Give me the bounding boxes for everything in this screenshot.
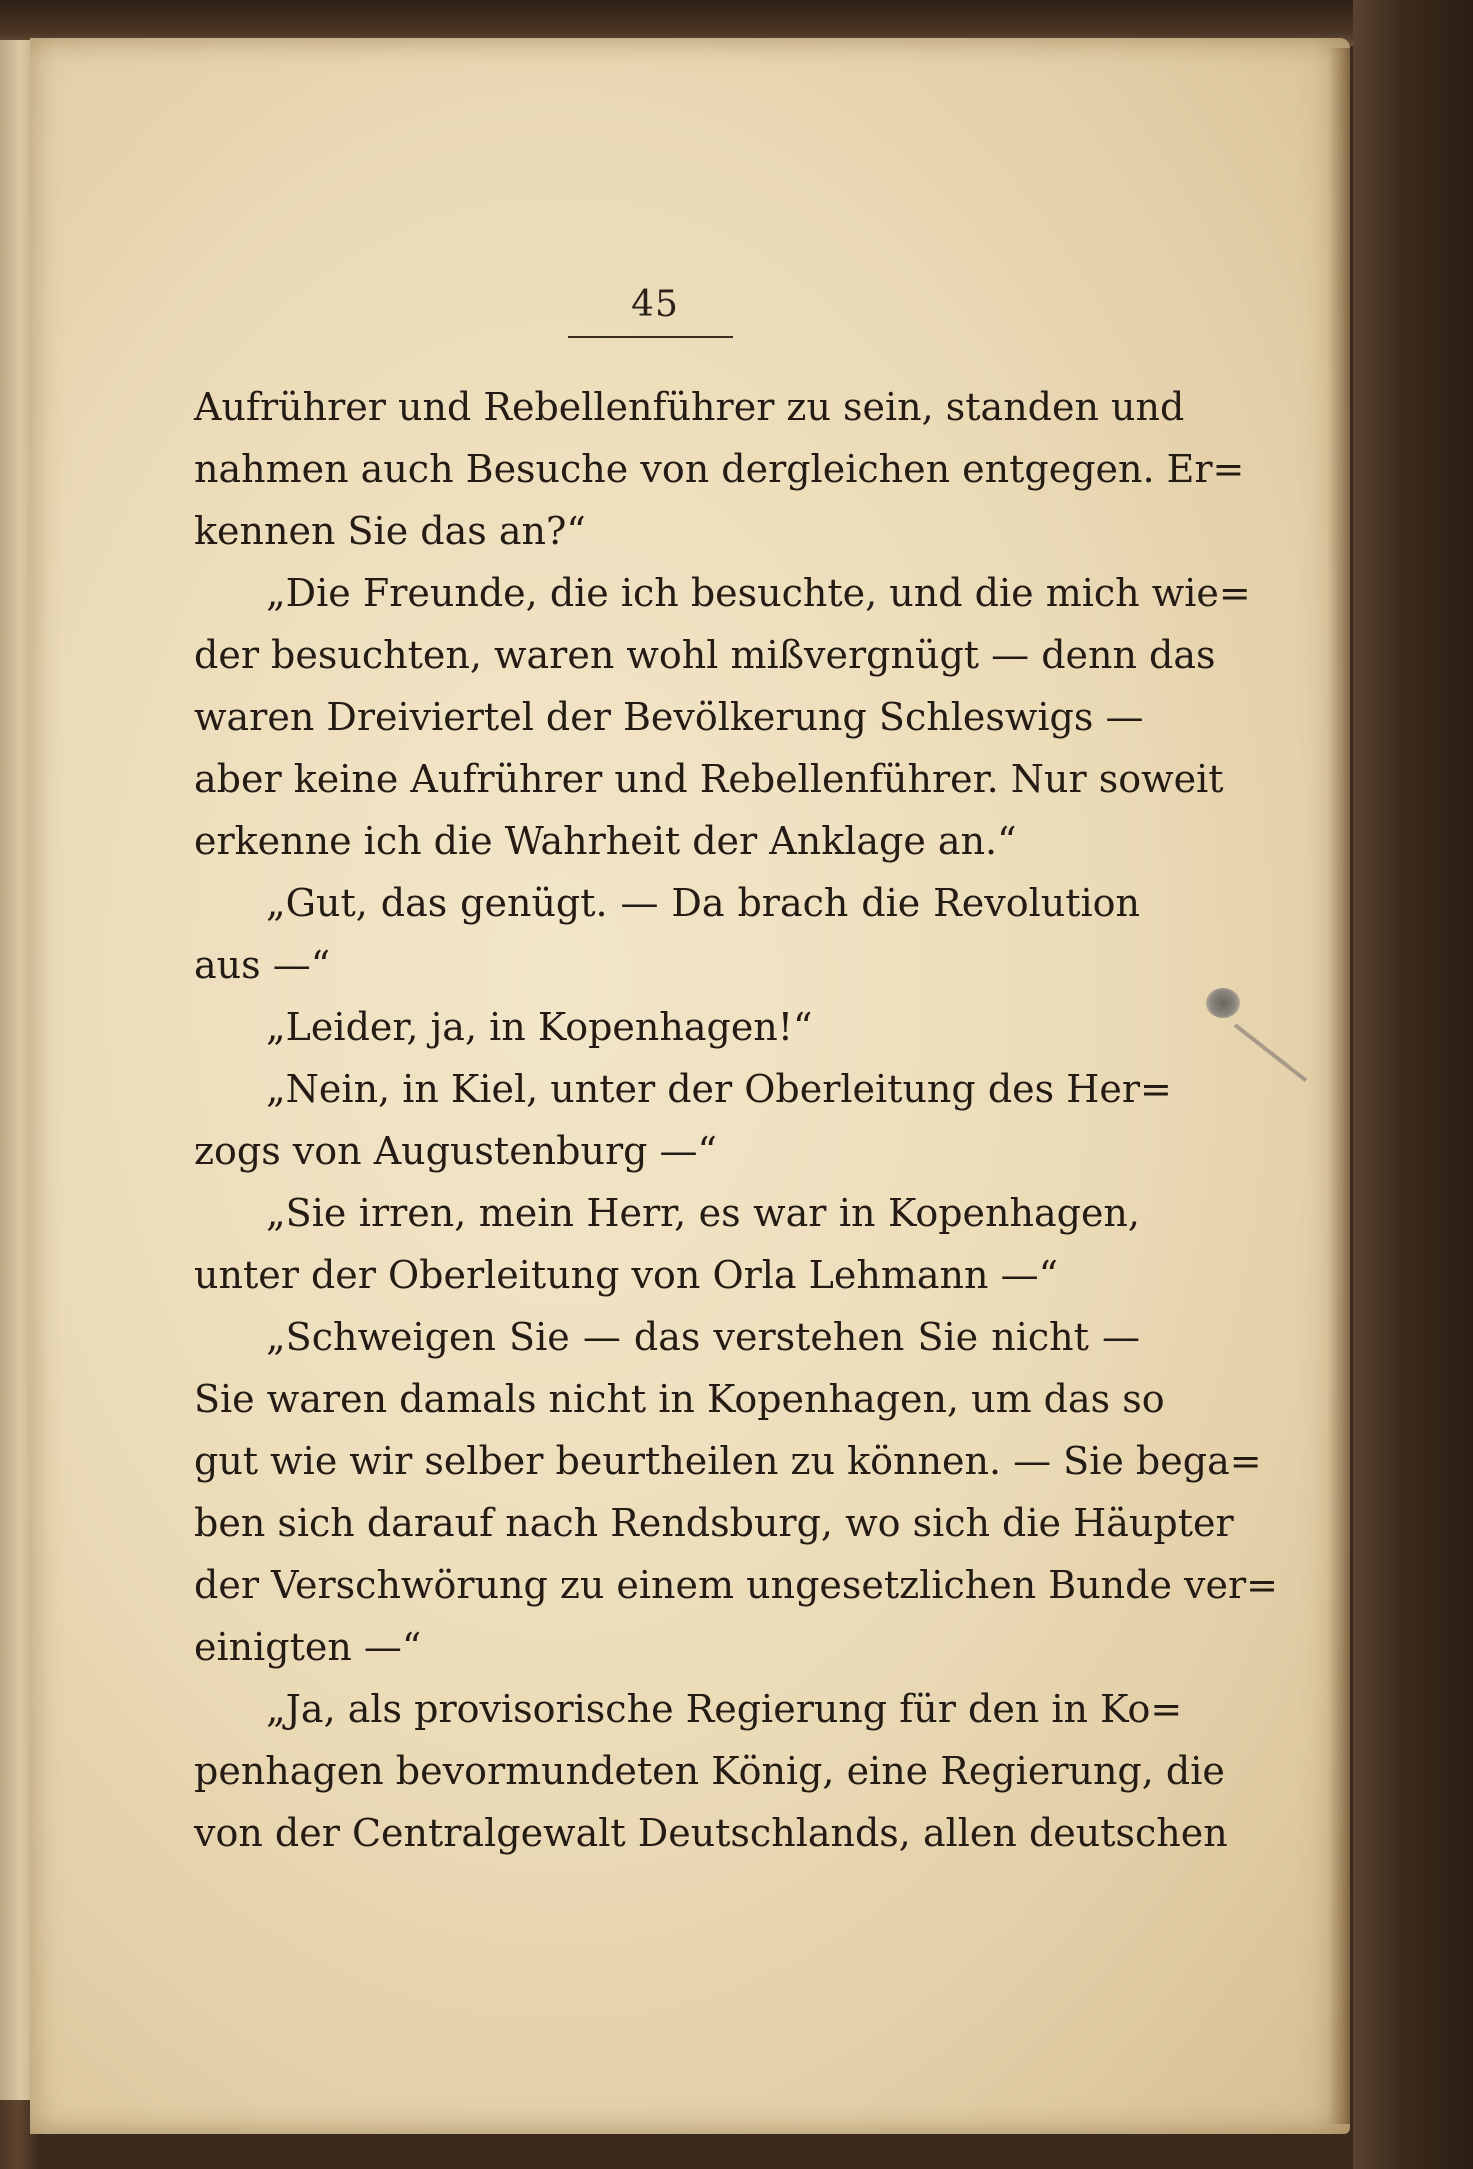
text-line: „Schweigen Sie — das verstehen Sie nicht — (266, 1315, 1140, 1359)
text-line: von der Centralgewalt Deutschlands, allen deutschen (194, 1811, 1228, 1855)
text-line: „Ja, als provisorische Regierung für den in Ko= (266, 1687, 1183, 1731)
paper-scratch (1234, 1023, 1307, 1082)
text-line: aus —“ (194, 943, 331, 987)
body-text (194, 376, 1279, 1864)
ink-stain (1206, 988, 1240, 1018)
text-line: zogs von Augustenburg —“ (194, 1129, 717, 1173)
text-line: penhagen bevormundeten König, eine Regierung, die (194, 1749, 1225, 1793)
text-line: ben sich darauf nach Rendsburg, wo sich die Häupter (194, 1501, 1234, 1545)
page-number-rule (568, 336, 733, 338)
text-line: nahmen auch Besuche von dergleichen entgegen. Er= (194, 447, 1245, 491)
text-line: „Die Freunde, die ich besuchte, und die mich wie= (266, 571, 1251, 615)
text-line: „Sie irren, mein Herr, es war in Kopenhagen, (266, 1191, 1140, 1235)
book-page (30, 38, 1350, 2134)
text-line: der Verschwörung zu einem ungesetzlichen Bunde ver= (194, 1563, 1279, 1607)
text-line: „Nein, in Kiel, unter der Oberleitung des Her= (266, 1067, 1172, 1111)
text-line: Sie waren damals nicht in Kopenhagen, um das so (194, 1377, 1165, 1421)
book-cover-right-edge (1353, 0, 1473, 2169)
text-line: aber keine Aufrührer und Rebellenführer. Nur soweit (194, 757, 1224, 801)
text-line: erkenne ich die Wahrheit der Anklage an.“ (194, 819, 1017, 863)
page-number: 45 (631, 284, 679, 325)
text-line: „Leider, ja, in Kopenhagen!“ (266, 1005, 813, 1049)
text-line: gut wie wir selber beurtheilen zu können. — Sie bega= (194, 1439, 1262, 1483)
text-line: der besuchten, waren wohl mißvergnügt — denn das (194, 633, 1216, 677)
text-line: Aufrührer und Rebellenführer zu sein, standen und (194, 385, 1185, 429)
text-line: waren Dreiviertel der Bevölkerung Schleswigs — (194, 695, 1144, 739)
text-line: kennen Sie das an?“ (194, 509, 586, 553)
text-line: „Gut, das genügt. — Da brach die Revolution (266, 881, 1140, 925)
text-line: einigten —“ (194, 1625, 422, 1669)
page-fore-edge-shadow (1328, 48, 1350, 2124)
text-line: unter der Oberleitung von Orla Lehmann —“ (194, 1253, 1058, 1297)
